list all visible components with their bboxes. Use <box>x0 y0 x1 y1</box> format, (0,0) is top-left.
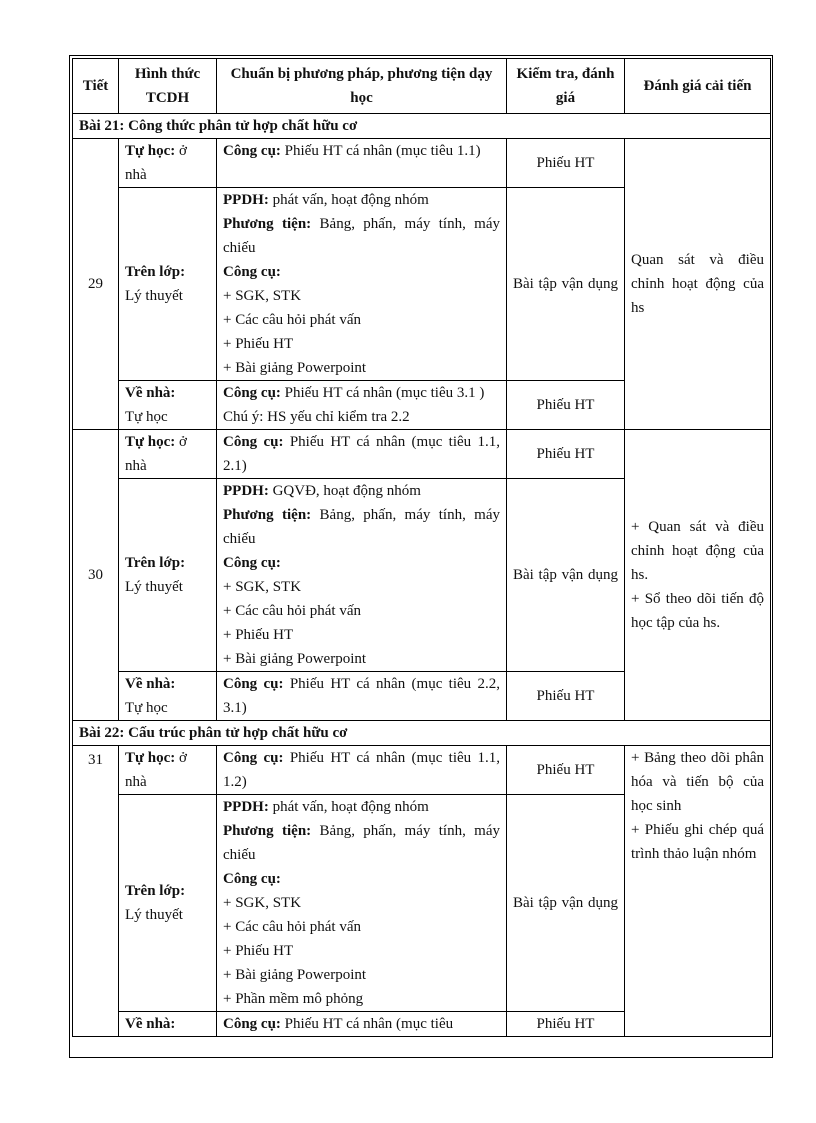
assessment: Phiếu HT <box>507 1012 625 1037</box>
prep-line <box>223 356 500 380</box>
prep-text: + Bài giảng Powerpoint <box>223 651 367 667</box>
form-text: Tự học <box>125 409 168 425</box>
prep-text: Phiếu HT cá nhân (mục tiêu <box>284 1016 454 1032</box>
teaching-form <box>119 188 217 381</box>
form-text: Tự học <box>125 700 168 716</box>
prep-text: + Các câu hỏi phát vấn <box>223 312 361 328</box>
assessment: Phiếu HT <box>507 672 625 721</box>
prep-line <box>223 672 500 720</box>
section-row <box>73 721 771 746</box>
form-label: Tự học: <box>125 434 176 450</box>
lesson-plan-table <box>72 58 771 1037</box>
prep-line <box>223 575 500 599</box>
header-kiem-tra: Kiểm tra, đánh giá <box>507 59 625 114</box>
teaching-form <box>119 430 217 479</box>
prep-label: Công cụ: <box>223 1016 281 1032</box>
prep-line <box>223 503 500 551</box>
preparation <box>217 430 507 479</box>
prep-line <box>223 212 500 260</box>
prep-text: + SGK, STK <box>223 288 302 304</box>
teaching-form <box>119 746 217 795</box>
teaching-form <box>119 672 217 721</box>
lesson-plan-body <box>73 59 771 1037</box>
prep-text: Phiếu HT cá nhân (mục tiêu 3.1 ) <box>284 385 485 401</box>
period-number: 31 <box>73 746 119 1037</box>
prep-line <box>223 819 500 867</box>
prep-text: Chú ý: HS yếu chỉ kiểm tra 2.2 <box>223 409 410 425</box>
form-text: ở nhà <box>125 750 187 790</box>
teaching-form <box>119 795 217 1012</box>
preparation <box>217 479 507 672</box>
prep-line <box>223 479 500 503</box>
prep-label: Công cụ: <box>223 871 281 887</box>
prep-label: Công cụ: <box>223 385 281 401</box>
teaching-form <box>119 381 217 430</box>
section-title: Bài 21: Công thức phân tử hợp chất hữu cơ <box>73 114 771 139</box>
header-row <box>73 59 771 114</box>
prep-text: + Bài giảng Powerpoint <box>223 967 367 983</box>
prep-text: + SGK, STK <box>223 895 302 911</box>
assessment: Phiếu HT <box>507 139 625 188</box>
form-label: Tự học: <box>125 750 176 766</box>
prep-text: + Phiếu HT <box>223 627 294 643</box>
improvement-evaluation <box>625 430 771 721</box>
table-row <box>73 139 771 188</box>
prep-line <box>223 647 500 671</box>
prep-line <box>223 430 500 478</box>
period-number: 29 <box>73 139 119 430</box>
prep-line <box>223 891 500 915</box>
form-label: Trên lớp: <box>125 555 186 571</box>
prep-text: Bảng, phấn, máy tính, máy chiếu <box>223 507 501 547</box>
prep-line <box>223 188 500 212</box>
form-label: Về nhà: <box>125 385 176 401</box>
evaluation-line: + Sổ theo dõi tiến độ học tập của hs. <box>631 591 764 631</box>
prep-text: Phiếu HT cá nhân (mục tiêu 1.1, 1.2) <box>223 750 501 790</box>
prep-label: Công cụ: <box>223 143 281 159</box>
form-text: ở nhà <box>125 434 187 474</box>
prep-line <box>223 599 500 623</box>
header-chuan-bi: Chuẩn bị phương pháp, phương tiện dạy học <box>217 59 507 114</box>
assessment: Bài tập vận dụng <box>507 479 625 672</box>
prep-line <box>223 260 500 284</box>
improvement-evaluation <box>625 746 771 1037</box>
section-title: Bài 22: Cấu trúc phân tử hợp chất hữu cơ <box>73 721 771 746</box>
prep-line <box>223 405 500 429</box>
prep-text: + Các câu hỏi phát vấn <box>223 603 361 619</box>
evaluation-line: + Bảng theo dõi phân hóa và tiến bộ của học sinh <box>631 750 764 814</box>
prep-text: + Các câu hỏi phát vấn <box>223 919 361 935</box>
assessment: Phiếu HT <box>507 746 625 795</box>
prep-text: + SGK, STK <box>223 579 302 595</box>
table-row <box>73 430 771 479</box>
prep-text: Bảng, phấn, máy tính, máy chiếu <box>223 823 501 863</box>
header-hinh-thuc: Hình thức TCDH <box>119 59 217 114</box>
period-number: 30 <box>73 430 119 721</box>
teaching-form <box>119 1012 217 1037</box>
prep-label: PPDH: <box>223 483 269 499</box>
preparation <box>217 1012 507 1037</box>
assessment: Phiếu HT <box>507 430 625 479</box>
prep-line <box>223 795 500 819</box>
prep-label: Công cụ: <box>223 750 284 766</box>
prep-line <box>223 963 500 987</box>
prep-text: + Phiếu HT <box>223 336 294 352</box>
preparation <box>217 139 507 188</box>
preparation <box>217 381 507 430</box>
prep-line <box>223 987 500 1011</box>
prep-label: Công cụ: <box>223 264 281 280</box>
prep-line <box>223 746 500 794</box>
improvement-evaluation <box>625 139 771 430</box>
prep-label: Công cụ: <box>223 434 284 450</box>
assessment: Phiếu HT <box>507 381 625 430</box>
form-text: Lý thuyết <box>125 907 183 923</box>
form-label: Tự học: <box>125 143 176 159</box>
evaluation-line: + Quan sát và điều chỉnh hoạt động của hs. <box>631 519 764 583</box>
form-label: Về nhà: <box>125 676 176 692</box>
evaluation-line: + Phiếu ghi chép quá trình thảo luận nhóm <box>631 822 764 862</box>
prep-line <box>223 551 500 575</box>
prep-line <box>223 308 500 332</box>
prep-label: PPDH: <box>223 192 269 208</box>
teaching-form <box>119 139 217 188</box>
prep-text: Phiếu HT cá nhân (mục tiêu 1.1) <box>284 143 481 159</box>
prep-text: Phiếu HT cá nhân (mục tiêu 2.2, 3.1) <box>223 676 501 716</box>
prep-text: + Phần mềm mô phỏng <box>223 991 364 1007</box>
form-label: Trên lớp: <box>125 883 186 899</box>
form-text: ở nhà <box>125 143 187 183</box>
prep-line <box>223 381 500 405</box>
preparation <box>217 188 507 381</box>
prep-line <box>223 939 500 963</box>
prep-label: Công cụ: <box>223 555 281 571</box>
section-row <box>73 114 771 139</box>
preparation <box>217 746 507 795</box>
assessment: Bài tập vận dụng <box>507 795 625 1012</box>
assessment: Bài tập vận dụng <box>507 188 625 381</box>
prep-line <box>223 284 500 308</box>
prep-line <box>223 139 500 163</box>
table-row <box>73 746 771 795</box>
evaluation-line: Quan sát và điều chỉnh hoạt động của hs <box>631 252 764 316</box>
prep-line <box>223 1012 500 1036</box>
preparation <box>217 795 507 1012</box>
prep-text: + Phiếu HT <box>223 943 294 959</box>
prep-line <box>223 332 500 356</box>
form-label: Về nhà: <box>125 1016 176 1032</box>
prep-text: + Bài giảng Powerpoint <box>223 360 367 376</box>
prep-label: Phương tiện: <box>223 216 312 232</box>
header-tiet: Tiết <box>73 59 119 114</box>
form-text: Lý thuyết <box>125 579 183 595</box>
prep-text: GQVĐ, hoạt động nhóm <box>272 483 421 499</box>
preparation <box>217 672 507 721</box>
header-danh-gia: Đánh giá cải tiến <box>625 59 771 114</box>
prep-label: Phương tiện: <box>223 507 312 523</box>
teaching-form <box>119 479 217 672</box>
prep-line <box>223 915 500 939</box>
form-label: Trên lớp: <box>125 264 186 280</box>
prep-text: Phiếu HT cá nhân (mục tiêu 1.1, 2.1) <box>223 434 501 474</box>
prep-label: PPDH: <box>223 799 269 815</box>
form-text: Lý thuyết <box>125 288 183 304</box>
prep-text: phát vấn, hoạt động nhóm <box>272 799 429 815</box>
prep-text: Bảng, phấn, máy tính, máy chiếu <box>223 216 501 256</box>
prep-line <box>223 867 500 891</box>
prep-text: phát vấn, hoạt động nhóm <box>272 192 429 208</box>
prep-label: Phương tiện: <box>223 823 312 839</box>
prep-line <box>223 623 500 647</box>
prep-label: Công cụ: <box>223 676 284 692</box>
